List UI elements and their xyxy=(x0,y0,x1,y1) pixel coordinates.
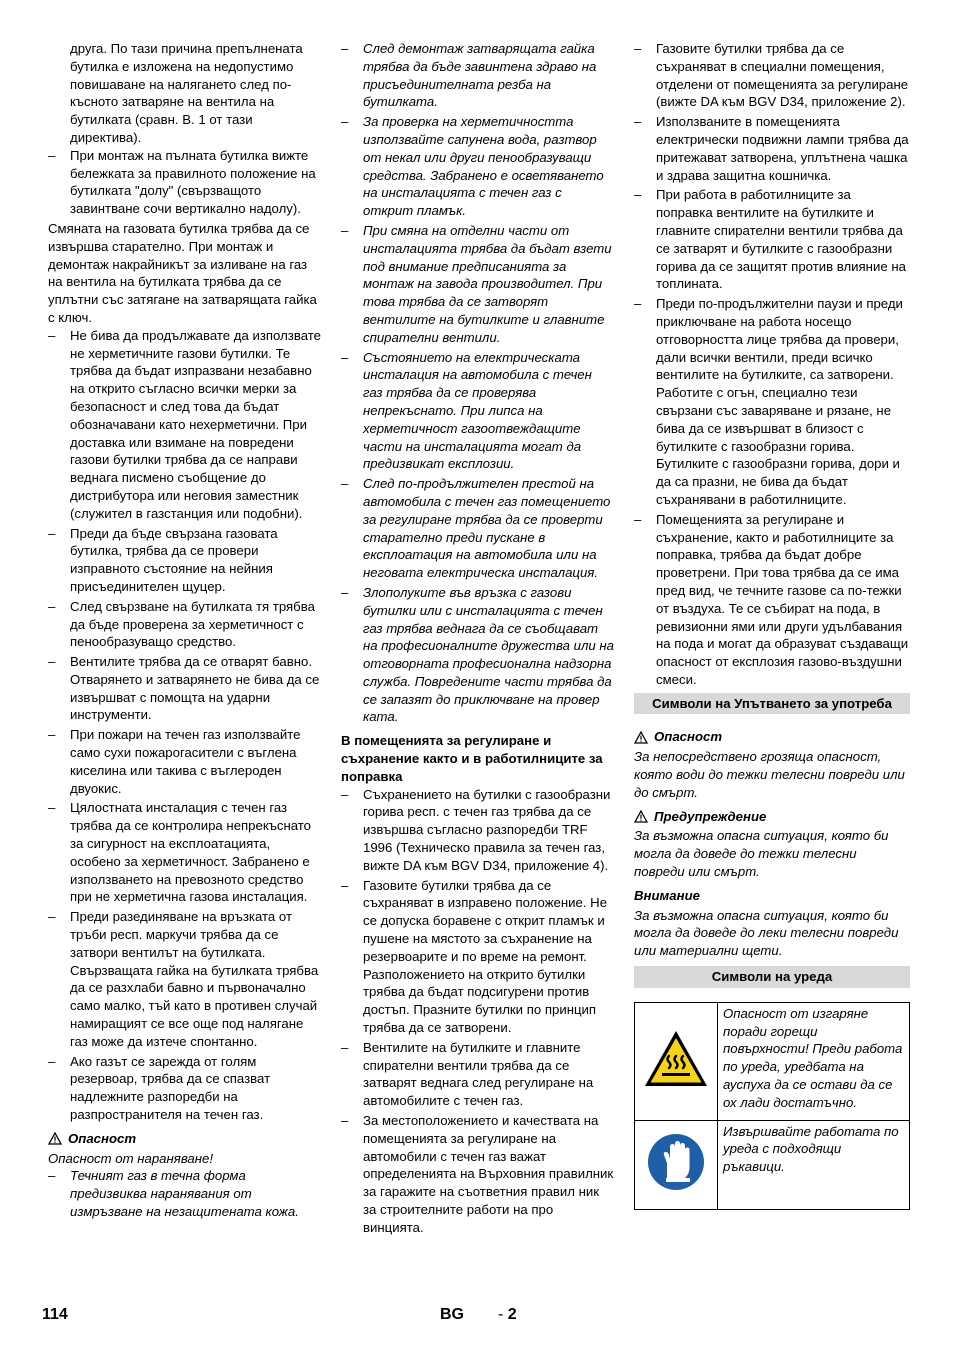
warning-heading: Предупреждение xyxy=(634,808,910,826)
list-item: – При работа в работилниците за поправка вентилите на бутилките и главните спирателни вентили трябва да се затварят и бутилките с газообразни горива да се защитят против влияние на топлината. xyxy=(634,187,906,292)
table-row xyxy=(635,1120,910,1209)
page-number: 114 xyxy=(42,1306,68,1323)
list-item: – Цялостната инсталация с течен газ трябва да се контролира непрекъснато за сигурност на експлоатацията, особено за херметичност. Забранено е използването на превозното средство при не херметична газова инсталация. xyxy=(48,800,311,905)
list-item: – Преди разединяване на връзката от тръби респ. маркучи трябва да се затвори вентилът на бутилката. Свързващата гайка на бутилката трябва да се разхлаби бавно и първоначално само малко, тъй като в противен случай намиращият се все още под налягане газ може да изтече спонтанно. xyxy=(48,909,319,1049)
list-item: – Преди да бъде свързана газовата бутилка, трябва да се провери изправното състояние на нейния присъединителен щуцер. xyxy=(48,525,278,594)
column-3 xyxy=(634,40,910,1210)
list-item: – Газовите бутилки трябва да се съхраняват в изправено положение. Не се допуска боравене с открит пламък и пушене на мястото за съхранение на резервоарите и по време на ремонт. Разположението на открито бутилки трябва да бъдат подсигурени против достъп. Празните бутилки по принцип трябва да се затворени. xyxy=(341,877,608,1036)
symbol-description: Опасност от изгаряне поради горещи повърхности! Преди работа по уреда, уредбата на ауспуха да се остави да се ох лади достатъчно. xyxy=(718,1002,910,1120)
list-item: – Използваните в помещенията електрически подвижни лампи трябва да притежават затворена, уплътнена чашка и здрава защитна кошничка. xyxy=(634,114,909,183)
column-1 xyxy=(48,40,322,1223)
language-code: BG xyxy=(440,1306,464,1323)
list-item: – Вентилите на бутилките и главните спирателни вентили трябва да се затварят веднага след регулиране на автомобилите с течен газ. xyxy=(341,1039,594,1109)
list-workshop xyxy=(634,40,910,689)
list-item: – След свързване на бутилката тя трябва да бъде проверена за херметичност с пенообразуващо средство. xyxy=(48,598,315,650)
list-item: – За местоположението и качествата на помещенията за регулиране на автомобили с течен газ важат определенията на Върховния правилник за гаражите на съответния правил ник за строителните работи на про винцията. xyxy=(341,1113,614,1235)
paragraph-intro: друга. По тази причина препълнената бутилка е изложена на недопустимо повишаване на налягането след по-късното затваряне на вентила на бутилката (сравн. В. 1 от тази директива). xyxy=(70,41,303,145)
list-item: – Състоянието на електрическата инсталация на автомобила с течен газ трябва да се проверява непрекъснато. При липса на херметичност газоотвеждащите части на инсталацията могат да предизвикат експлозии. xyxy=(341,349,592,472)
list-item: – Преди по-продължителни паузи и преди приключване на работа носещо отговорността лице трябва да провери, дали всички вентили, преди всичко вентилите на бутилките, са затворени. Работите с огън, специално тези свързани със заваряване и рязане, не бива да се извършват в близост с бутилките с газообразни горива. Бутилките с газообразни горива, дори и да са празни, не бива да бъдат съхранявани в работилниците. xyxy=(634,296,903,507)
page-sub-number: - 2 xyxy=(498,1306,517,1323)
list-item: – Не бива да продължавате да използвате не херметичните газови бутилки. Те трябва да бъдат изпразвани незабавно на открито съгласно всички мерки за безопасност и след това да бъдат обозначавани като нехерметични. При доставка или взимане на повредени газови бутилки трябва да се направи веднага писмено съобщение до дистрибутора или неговия заместник (служител в газстанция или подобни). xyxy=(48,327,321,521)
caution-text: За възможна опасна ситуация, която би могла да доведе до леки телесни повреди или материални щети. xyxy=(634,907,899,959)
symbols-table xyxy=(634,1002,910,1210)
warning-text: За възможна опасна ситуация, която би могла да доведе до тежки телесни повреди или смърт. xyxy=(634,828,889,880)
list-italic xyxy=(341,40,615,726)
danger-text: За непосредствено грозяща опасност, която води до тежки телесни повреди или до смърт. xyxy=(634,749,905,800)
warning-triangle-icon xyxy=(634,731,648,744)
danger-text: Опасност от нараняване! xyxy=(48,1150,214,1166)
list-storage xyxy=(341,786,615,1237)
list-item: – За проверка на херметичността използвайте сапунена вода, разтвор от некал или други пенообразуващи средства. Забранено е осветяването на инсталацията с течен газ с открит пламък. xyxy=(341,114,604,219)
danger-heading: Опасност xyxy=(48,1130,322,1148)
wear-gloves-icon xyxy=(647,1133,705,1191)
section-title-manual-symbols: Символи на Упътването за употреба xyxy=(634,693,910,715)
list-item: – След по-продължителен престой на автомобила с течен газ помещението за регулиране трябва да се проверти старателно преди пускане в експлоатация на автомобила или на неговата електрическа инсталация. xyxy=(341,476,611,581)
list-item: – При смяна на отделни части от инсталацията трябва да бъдат взети под внимание предписанията за монтаж на завода производител. При това трябва да се затворят вентилите на бутилките и главните спирателни вентили. xyxy=(341,222,612,345)
section-heading: В помещенията за регулиране и съхранение както и в работилниците за поправка xyxy=(341,733,603,784)
caution-heading: Внимание xyxy=(634,887,700,903)
column-2 xyxy=(341,40,615,1239)
list-item: – При монтаж на пълната бутилка вижте бележката за правилното положение на бутилката "долу" (свързващото завинтване сочи вертикално надолу). xyxy=(48,147,316,217)
danger-heading: Опасност xyxy=(634,728,910,746)
list-item: – Течният газ в течна форма предизвиква наранявания от измръзване на незащитената кожа. xyxy=(48,1168,299,1219)
list-item: – След демонтаж затварящата гайка трябва да бъде завинтена здраво на присъединителната резба на бутилката. xyxy=(341,41,597,110)
warning-triangle-icon xyxy=(634,810,648,823)
list-item: – Ако газът се зарежда от голям резервоар, трябва да се спазват надлежните разпоредби на разпространителя на течен газ. xyxy=(48,1053,271,1123)
list-item: – При пожари на течен газ използвайте само сухи пожарогасители с въглена киселина или такива с въглероден двуокис. xyxy=(48,727,301,796)
list-item: – Помещенията за регулиране и съхранение, както и работилниците за поправка, трябва да бъдат добре проветрени. При това трябва да се има пред вид, че течните газове са по-тежки от въздуха. Те се събират на пода, в ревизионни ями или други удълбавания на пода и могат да образуват създаващи опасност от експлозия газово-въздушни смеси. xyxy=(634,511,909,687)
warning-triangle-icon xyxy=(48,1132,62,1145)
symbol-description: Извършвайте работата по уреда с подходящи ръкавици. xyxy=(718,1120,910,1209)
list-item: – Злополуките във връзка с газови бутилки или с инсталацията с течен газ трябва веднага да се съобщават на професионалните дружества или на отговорната професионална надзорна служба. Повредените части трябва да се запазят до приключване на провер ката. xyxy=(341,584,614,725)
list-item: – Газовите бутилки трябва да се съхраняват в специални помещения, отделени от помещенията за регулиране (вижте DA към BGV D34, приложение 2). xyxy=(634,41,909,110)
section-title-device-symbols: Символи на уреда xyxy=(634,966,910,988)
hot-surface-warning-icon xyxy=(642,1028,710,1090)
list-item: – Вентилите трябва да се отварят бавно. Отварянето и затварянето не бива да се извършват с помощта на ударни инструменти. xyxy=(48,654,320,723)
list-item: – Съхранението на бутилки с газообразни горива респ. с течен газ трябва да се извършва съгласно разпоредби TRF 1996 (Техническо правила за течен газ, вижте DA към BGV D34, приложение 4). xyxy=(341,786,611,873)
paragraph-gas-change: Смяната на газовата бутилка трябва да се извършва старателно. При монтаж и демонтаж накрайникът за изливане на газ на вентила на бутилката трябва да се уплътни със затягане на затварящата гайка с ключ. xyxy=(48,220,317,325)
table-row xyxy=(635,1002,910,1120)
list-safety xyxy=(48,327,322,1124)
